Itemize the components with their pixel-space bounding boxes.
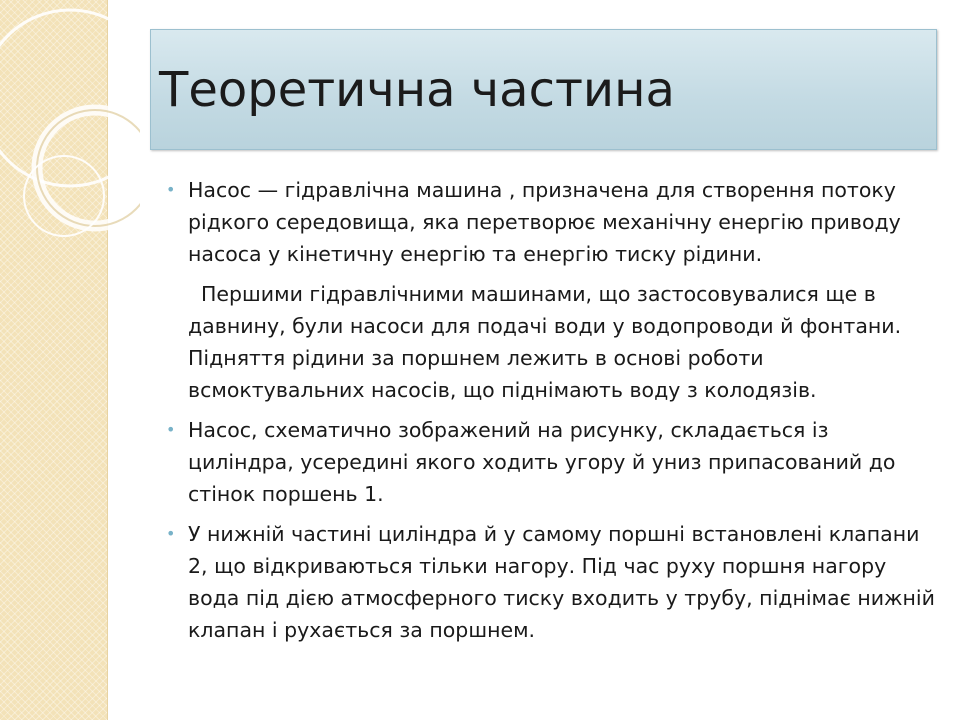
paragraph-text: Насос, схематично зображений на рисунку, складається із циліндра, усередині якого ходить угору й униз припасований до стінок поршень 1. xyxy=(188,418,896,506)
decorative-circle-small xyxy=(24,156,104,236)
paragraph-1 xyxy=(166,174,936,270)
paragraph-text: Насос — гідравлічна машина , призначена для створення потоку рідкого середовища, яка перетворює механічну енергію приводу насоса у кінетичну енергію та енергію тиску рідини. xyxy=(188,178,901,266)
bullet-icon: • xyxy=(166,420,176,439)
paragraph-text: Першими гідравлічними машинами, що застосовувалися ще в давнину, були насоси для подачі води у водопроводи й фонтани. Підняття рідини за поршнем лежить в основі роботи всмоктувальних насосів, що піднімають воду з колодязів. xyxy=(188,282,902,402)
paragraph-2 xyxy=(166,278,936,406)
paragraph-4 xyxy=(166,518,936,646)
paragraph-3 xyxy=(166,414,936,510)
paragraph-text: У нижній частині циліндра й у самому поршні встановлені клапани 2, що відкриваються тільки нагору. Під час руху поршня нагору вода під дією атмосферного тиску входить у трубу, піднімає нижній клапан і рухається за поршнем. xyxy=(188,522,935,642)
bullet-icon: • xyxy=(166,524,176,543)
decorative-circles xyxy=(0,0,140,330)
slide-title: Теоретична частина xyxy=(159,62,675,118)
slide-content xyxy=(166,174,936,654)
decorative-circle-large xyxy=(0,10,140,186)
bullet-icon: • xyxy=(166,180,176,199)
